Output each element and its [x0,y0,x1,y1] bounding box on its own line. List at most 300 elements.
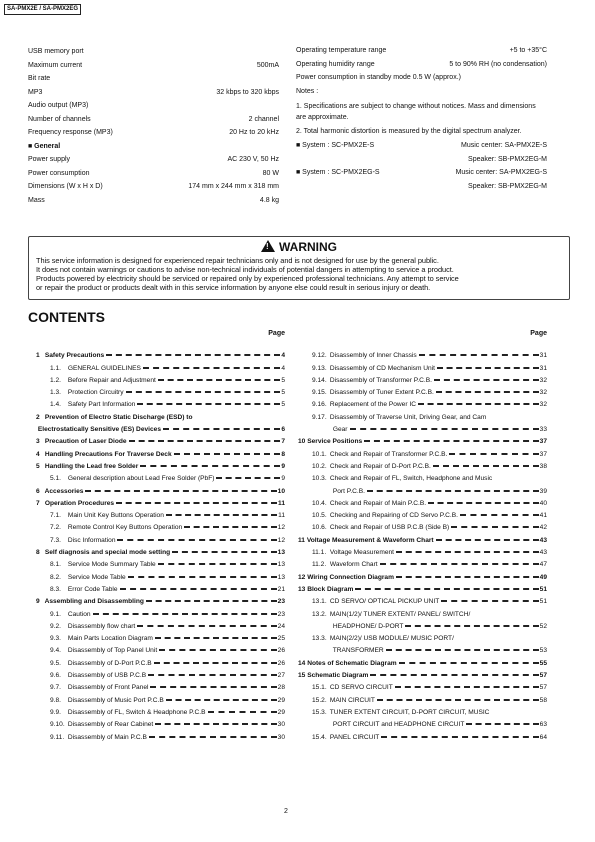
spec-list [28,45,279,207]
toc-entry[interactable] [36,470,285,482]
toc-entry-number: 3 [36,438,40,446]
toc-entry-title [298,426,348,433]
toc-entry[interactable] [298,568,547,580]
toc-entry-title [298,463,431,470]
toc-leader-dots [163,428,280,430]
toc-entry-title [298,500,426,507]
toc-entry[interactable] [36,372,285,384]
toc-leader-dots [116,502,277,504]
toc-entry-text: Service Mode Table [67,573,126,581]
toc-entry-title [298,709,489,716]
toc-entry-text: Disassembly flow chart [67,622,136,630]
toc-leader-dots [441,600,538,602]
toc-entry-text: Disassembly of Rear Cabinet [67,721,154,729]
toc-entry-text: Handling Precautions For Traverse Deck [44,450,172,458]
toc-page-number: 13 [277,549,285,557]
toc-entry-text: Service Positions [307,438,363,446]
toc-page-number: 52 [539,622,547,630]
toc-right-column [298,330,547,741]
toc-entry-text: Main Parts Location Diagram [67,635,153,643]
toc-entry[interactable] [36,704,285,716]
toc-leader-dots [158,379,281,381]
toc-leader-dots [128,576,277,578]
toc-entry[interactable] [298,556,547,568]
spec-label: Power consumption in standby mode 0.5 W (approx.) [296,74,461,81]
toc-page-number: 5 [281,389,285,397]
toc-page-number: 47 [539,561,547,569]
toc-entry-number: 2 [36,413,40,421]
notes-block [296,45,547,194]
toc-entry[interactable] [298,618,547,630]
toc-entry-title [298,401,416,408]
toc-entry-title [298,524,449,531]
note-1: 1. Specifications are subject to change without notices. Mass and dimensions are approximate. [296,103,536,121]
toc-page-number: 43 [539,536,547,544]
toc-entry-text: Caution [67,610,91,618]
toc-entry-number: 9.14. [312,376,327,384]
toc-entry-text: Main Unit Key Buttons Operation [67,512,164,520]
toc-entry[interactable] [36,679,285,691]
toc-page-number: 32 [539,389,547,397]
toc-page-number: 11 [278,499,285,507]
toc-leader-dots [85,490,276,492]
toc-page-number: 24 [277,622,285,630]
toc-leader-dots [174,453,281,455]
toc-leader-dots [434,379,539,381]
toc-entry-title [36,463,138,470]
contents-title: CONTENTS [28,309,105,325]
toc-entry-title [298,549,394,556]
toc-entry[interactable] [298,716,547,728]
toc-entry-text: Assembling and Disassembling [44,598,144,606]
spec-row [28,45,279,59]
toc-page-number: 32 [539,401,547,409]
toc-leader-dots [154,662,277,664]
toc-leader-dots [377,699,539,701]
toc-entry-number: 13.3. [312,635,327,643]
toc-entry-number: 8.2. [50,573,61,581]
toc-entry-text: Safety Part Information [67,401,136,409]
toc-page-number: 40 [539,499,547,507]
toc-entry-title [36,401,135,408]
spec-value: 2 channel [248,115,279,123]
warning-line: This service information is designed for experienced repair technicians only and is not designed for use by the general public. [36,256,439,265]
toc-entry-title [298,377,432,384]
toc-entry-title [36,426,161,433]
spec-value: 80 W [262,169,279,177]
toc-entry-title [36,438,127,445]
toc-entry[interactable] [36,421,285,433]
toc-entry[interactable] [298,593,547,605]
toc-entry-title [298,475,492,482]
spec-label: Notes : [296,87,319,95]
spec-label: Mass [28,196,45,204]
toc-page-number: 25 [277,635,285,643]
toc-entry[interactable] [298,667,547,679]
toc-leader-dots [126,391,281,393]
toc-entry-text: Disassembly of Main P.C.B [67,733,147,741]
toc-leader-dots [140,465,280,467]
toc-entry-title [298,697,375,704]
toc-entry-text: MAIN CIRCUIT [329,696,375,704]
toc-entry-text: Disassembly of Tuner Extent P.C.B. [329,389,434,397]
toc-page-number: 64 [539,733,547,741]
spec-row [28,59,279,73]
spec-value: 174 mm x 244 mm x 318 mm [188,183,279,190]
toc-entry-text: Service Mode Summary Table [67,561,156,569]
toc-entry-text: MAIN(1/2)/ TUNER EXTENT/ PANEL/ SWITCH/ [329,610,471,618]
toc-entry-number: 9.2. [50,622,61,630]
spec-label: Frequency response (MP3) [28,129,113,136]
toc-page-number: 57 [539,672,547,680]
toc-entry-title [298,414,486,421]
toc-entry[interactable] [298,433,547,445]
toc-entry-title [36,537,115,544]
toc-entry-number: 15.3. [312,708,327,716]
toc-page-number: 10 [277,487,285,495]
toc-entry[interactable] [298,691,547,703]
page-number: 2 [284,808,288,815]
toc-page-number: 49 [539,573,547,581]
toc-leader-dots [150,686,276,688]
toc-entry[interactable] [298,581,547,593]
toc-entry-number: 9.11. [50,733,65,741]
toc-entry-text: Error Code Table [67,585,118,593]
toc-entry-title [36,414,193,421]
toc-entry-title [36,451,172,458]
spec-value: 20 Hz to 20 kHz [229,129,279,136]
spec-label: ■ General [28,142,61,150]
toc-entry-number: 10.4. [312,499,327,507]
toc-entry-text: Prevention of Electro Static Discharge (ESD) to [44,413,193,421]
toc-leader-dots [466,723,538,725]
toc-leader-dots [418,403,539,405]
spec-row [28,140,279,154]
toc-entry[interactable] [36,519,285,531]
toc-entry[interactable] [298,408,547,420]
toc-entry[interactable] [298,384,547,396]
spec-row [28,153,279,167]
toc-page-number: 21 [277,585,285,593]
model-tag: SA-PMX2E / SA-PMX2EG [4,4,81,15]
toc-entry-text: Notes of Schematic Diagram [307,659,397,667]
toc-leader-dots [399,662,539,664]
toc-leader-dots [159,649,277,651]
toc-entry[interactable] [298,507,547,519]
toc-page-number: 26 [277,659,285,667]
toc-leader-dots [433,465,539,467]
toc-page-number: 58 [539,696,547,704]
spec-row [296,45,547,59]
toc-page-number: 12 [277,524,285,532]
toc-entry-text: Disassembly of Top Panel Unit [67,647,158,655]
toc-entry-title [298,598,439,605]
toc-page-number: 6 [281,426,285,434]
toc-leader-dots [148,674,277,676]
toc-entry-title [36,598,144,605]
toc-entry[interactable] [36,728,285,740]
toc-page-number: 57 [539,684,547,692]
toc-entry[interactable] [36,556,285,568]
toc-entry[interactable] [36,544,285,556]
toc-leader-dots [184,526,276,528]
toc-entry-number: 1 [36,352,40,360]
toc-page-number: 29 [277,696,285,704]
toc-entry-text: Electrostatically Sensitive (ES) Devices [37,426,161,434]
toc-entry[interactable] [298,544,547,556]
toc-entry-title [36,512,164,519]
toc-entry-title [36,660,152,667]
toc-leader-dots [364,440,538,442]
toc-leader-dots [216,477,280,479]
toc-entry-text: General description about Lead Free Solder (PbF) [67,475,215,483]
toc-entry-title [36,488,83,495]
toc-entry[interactable] [298,470,547,482]
toc-entry-number: 13.1. [312,598,327,606]
toc-entry-number: 9.13. [312,364,327,372]
toc-leader-dots [120,588,277,590]
toc-entry-title [298,721,464,728]
toc-entry[interactable] [36,359,285,371]
toc-page-number: 30 [277,721,285,729]
toc-entry-text: Disassembly of CD Mechanism Unit [329,364,436,372]
toc-entry[interactable] [298,482,547,494]
spec-value: 32 kbps to 320 kbps [216,88,279,96]
page-label: Page [268,330,285,337]
toc-leader-dots [436,539,539,541]
toc-entry-number: 10.1. [312,450,327,458]
toc-entry[interactable] [298,531,547,543]
toc-entry[interactable] [36,482,285,494]
toc-leader-dots [451,526,538,528]
toc-entry-number: 7 [36,499,40,507]
toc-entry-text: HEADPHONE/ D-PORT [332,622,404,630]
toc-page-number: 42 [539,524,547,532]
toc-entry-number: 1.4. [50,401,61,409]
toc-entry[interactable] [298,630,547,642]
toc-entry-text: CD SERVO CIRCUIT [329,684,393,692]
toc-entry-title [36,524,182,531]
toc-page-number: 7 [281,438,285,446]
toc-entry-text: Disassembly of Music Port P.C.B [67,696,164,704]
toc-entry[interactable] [298,372,547,384]
toc-entry-text: Schematic Diagram [307,672,369,680]
toc-entry-number: 8.3. [50,585,61,593]
toc-page-number: 29 [277,708,285,716]
toc-entry[interactable] [36,568,285,580]
toc-entry-number: 9.9. [50,708,61,716]
toc-entry-text: Self diagnosis and special mode setting [44,549,171,557]
toc-entry-text: Disassembly of USB P.C.B [67,672,147,680]
toc-page-number: 43 [539,549,547,557]
toc-entry[interactable] [36,408,285,420]
toc-page-number: 33 [539,426,547,434]
toc-entry-number: 9.6. [50,672,61,680]
toc-entry[interactable] [298,421,547,433]
toc-page-number: 13 [277,561,285,569]
toc-entry-title [298,684,393,691]
toc-entry-title [298,512,458,519]
toc-page-number: 51 [539,585,547,593]
toc-entry[interactable] [36,691,285,703]
toc-entry[interactable] [298,396,547,408]
toc-entry-title [298,586,353,593]
toc-entry[interactable] [36,642,285,654]
spec-label: Bit rate [28,75,51,82]
toc-entry[interactable] [36,445,285,457]
toc-entry-text: Voltage Measurement & Waveform Chart [306,536,434,544]
toc-entry[interactable] [36,507,285,519]
toc-entry[interactable] [36,495,285,507]
toc-leader-dots [396,551,539,553]
toc-entry-number: 10.6. [312,524,327,532]
spec-row [296,140,547,154]
toc-entry-title [36,500,114,507]
toc-entry[interactable] [298,359,547,371]
toc-leader-dots [155,723,276,725]
toc-entry[interactable] [36,593,285,605]
toc-entry-text: Disc Information [67,536,116,544]
toc-entry[interactable] [36,396,285,408]
spec-label: Dimensions (W x H x D) [28,183,103,190]
toc-entry-title [298,574,394,581]
toc-entry[interactable] [36,654,285,666]
toc-page-number: 55 [539,659,547,667]
page-label: Page [530,330,547,337]
toc-leader-dots [158,563,277,565]
toc-entry-title [36,672,146,679]
toc-entry-number: 1.2. [50,376,61,384]
toc-entry[interactable] [298,654,547,666]
toc-entry[interactable] [298,704,547,716]
toc-entry[interactable] [36,716,285,728]
toc-entry[interactable] [298,347,547,359]
toc-entry[interactable] [36,618,285,630]
toc-entry[interactable] [298,679,547,691]
toc-entry-title [298,611,470,618]
spec-row [296,72,547,86]
toc-page-number: 39 [539,487,547,495]
toc-entry-text: Check and Repair of D-Port P.C.B. [329,462,431,470]
toc-entry-number: 9.1. [50,610,61,618]
toc-leader-dots [355,588,538,590]
toc-entry[interactable] [298,458,547,470]
toc-entry-text: Safety Precautions [44,352,105,360]
toc-entry-text: PANEL CIRCUIT [329,733,380,741]
toc-leader-dots [137,625,276,627]
toc-entry-text: TRANSFORMER [332,647,384,655]
toc-entry-number: 6 [36,487,40,495]
toc-page-number: 8 [281,450,285,458]
toc-entry-text: Replacement of the Power IC [329,401,416,409]
spec-label: Operating humidity range [296,60,375,68]
toc-entry[interactable] [298,605,547,617]
toc-entry-title [36,377,156,384]
toc-entry-text: Accessories [44,487,84,495]
spec-value: 5 to 90% RH (no condensation) [449,60,547,68]
toc-page-number: 4 [281,364,285,372]
toc-entry[interactable] [298,728,547,740]
toc-page-number: 63 [539,721,547,729]
toc-leader-dots [396,576,539,578]
toc-entry[interactable] [298,642,547,654]
toc-entry-text: TUNER EXTENT CIRCUIT, D-PORT CIRCUIT, MUSIC [329,708,490,716]
warning-title: !WARNING [29,240,569,254]
toc-entry-text: MAIN(2/2)/ USB MODULE/ MUSIC PORT/ [329,635,454,643]
toc-page-number: 37 [539,438,547,446]
spec-row [296,154,547,168]
toc-entry[interactable] [36,384,285,396]
toc-entry-title [298,438,362,445]
toc-leader-dots [437,367,539,369]
toc-entry[interactable] [36,630,285,642]
toc-entry-number: 8.1. [50,561,61,569]
toc-entry-title [298,451,447,458]
toc-entry-number: 1.3. [50,389,61,397]
toc-entry-text: Disassembly of FL, Switch & Headphone P.C.B [67,708,206,716]
toc-entry-text: Check and Repair of USB P.C.B (Side B) [329,524,450,532]
toc-leader-dots [428,502,539,504]
toc-entry-text: Before Repair and Adjustment [67,376,156,384]
toc-entry-text: Checking and Repairing of CD Servo P.C.B. [329,512,458,520]
spec-row [28,194,279,208]
toc-page-number: 28 [277,684,285,692]
toc-entry-number: 9.3. [50,635,61,643]
spec-label: Power supply [28,156,71,163]
spec-value: Speaker: SB-PMX2EG-M [468,155,547,163]
toc-page-number: 31 [539,364,547,372]
toc-entry-title [36,721,153,728]
toc-entry-title [36,561,156,568]
toc-entry-title [36,635,153,642]
spec-row [28,180,279,194]
toc-page-number: 23 [277,598,285,606]
toc-left-column [36,330,285,741]
toc-entry[interactable] [36,581,285,593]
toc-entry-number: 13.2. [312,610,327,618]
toc-entry-title [298,365,435,372]
warning-line: It does not contain warnings or cautions to advise non-technical individuals of potential dangers in attempting to service a product. [36,265,454,274]
toc-entry[interactable] [36,531,285,543]
toc-entry-text: Handling the Lead free Solder [44,462,139,470]
spec-label: Operating temperature range [296,47,387,54]
toc-entry[interactable] [36,458,285,470]
toc-entry-number: 7.1. [50,512,61,520]
toc-entry-number: 15.4. [312,733,327,741]
toc-entry-title [36,623,135,630]
toc-entry-text: Check and Repair of Main P.C.B. [329,499,427,507]
toc-entry[interactable] [36,433,285,445]
toc-entry-number: 15.1. [312,684,327,692]
warning-icon [261,240,275,252]
toc-entry[interactable] [36,605,285,617]
toc-entry-number: 14 [298,659,306,667]
spec-label: ■ System : SC-PMX2E-S [296,142,375,149]
toc-leader-dots [146,600,277,602]
toc-leader-dots [166,699,277,701]
toc-leader-dots [137,403,280,405]
toc-entry-text: Disassembly of Front Panel [67,684,149,692]
spec-value: 500mA [256,61,279,69]
toc-entry[interactable] [298,495,547,507]
toc-entry[interactable] [36,667,285,679]
toc-leader-dots [208,711,277,713]
toc-entry-number: 12 [298,573,306,581]
toc-entry[interactable] [36,347,285,359]
toc-entry[interactable] [298,445,547,457]
toc-entry[interactable] [298,519,547,531]
toc-entry-title [36,365,141,372]
